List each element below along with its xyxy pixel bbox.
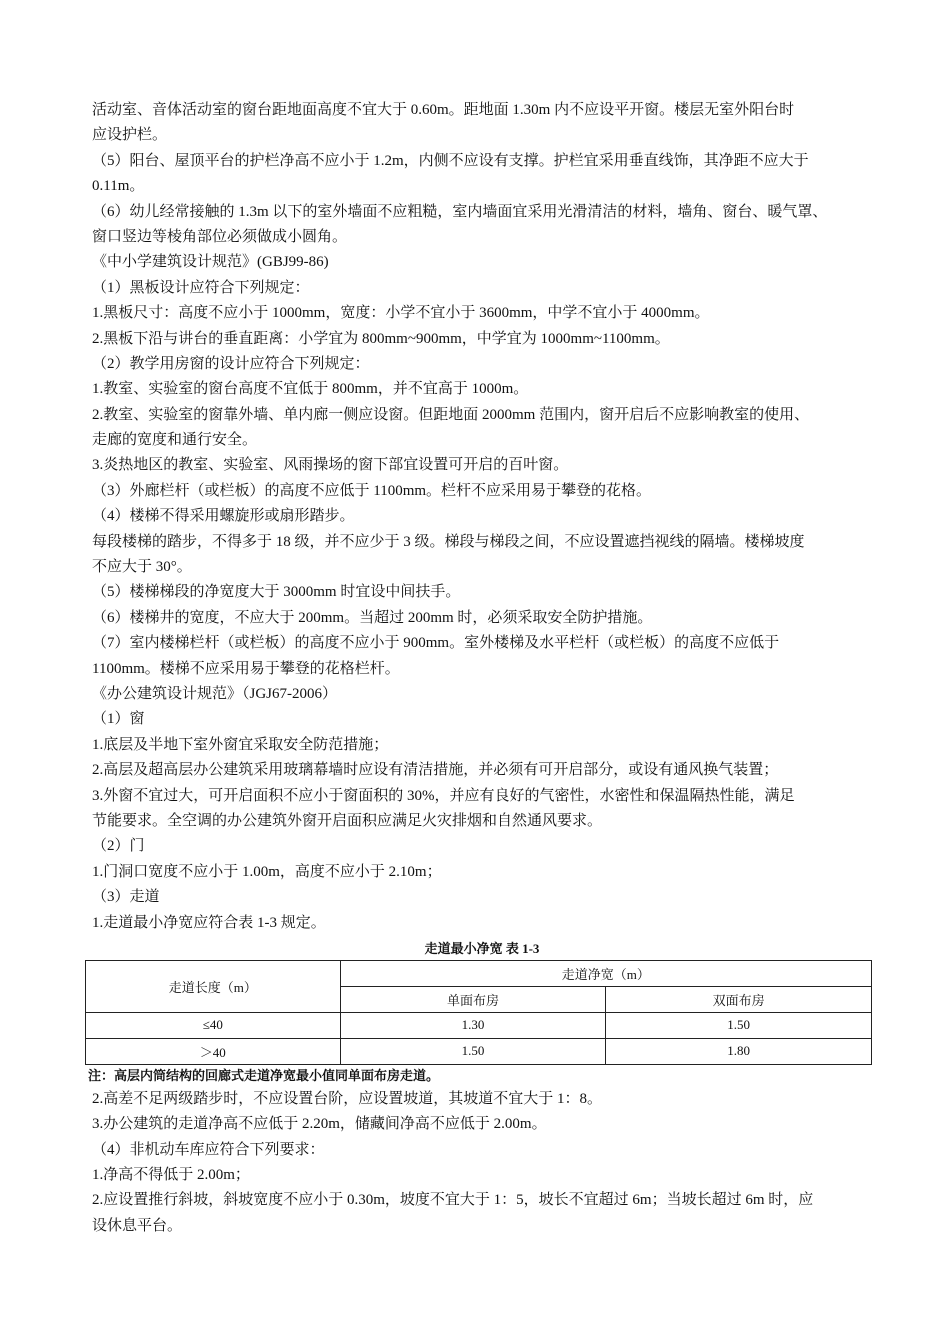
text-line: 1.教室、实验室的窗台高度不宜低于 800mm，并不宜高于 1000m。 [92, 381, 529, 398]
section-heading: 《办公建筑设计规范》（JGJ67-2006） [92, 685, 338, 702]
cell-length: ＞40 [86, 1038, 341, 1064]
text-line: 每段楼梯的踏步，不得多于 18 级，并不应少于 3 级。梯段与梯段之间，不应设置遮挡视线的隔墙。楼梯坡度 [92, 533, 805, 550]
text-line: 不应大于 30°。 [92, 559, 192, 576]
text-line: （2）教学用房窗的设计应符合下列规定： [92, 355, 370, 372]
cell-double: 1.80 [606, 1038, 872, 1064]
text-line: 设休息平台。 [92, 1217, 183, 1234]
text-line: （4）非机动车库应符合下列要求： [92, 1141, 325, 1158]
cell-single: 1.50 [340, 1038, 606, 1064]
text-line: 走廊的宽度和通行安全。 [92, 432, 258, 449]
header-corridor-length: 走道长度（m） [86, 960, 341, 1012]
text-line: 2.高层及超高层办公建筑采用玻璃幕墙时应设有清洁措施，并必须有可开启部分，或设有通风换气装置； [92, 762, 779, 779]
text-line: 应设护栏。 [92, 127, 168, 144]
text-line: 窗口竖边等棱角部位必须做成小圆角。 [92, 228, 348, 245]
text-line: 1.黑板尺寸：高度不应小于 1000mm，宽度：小学不宜小于 3600mm，中学不宜小于 4000mm。 [92, 305, 710, 322]
text-line: 2.教室、实验室的窗靠外墙、单内廊一侧应设窗。但距地面 2000mm 范围内，窗开启后不应影响教室的使用、 [92, 406, 810, 423]
header-corridor-width: 走道净宽（m） [340, 960, 871, 986]
text-block-bottom [92, 1087, 872, 1239]
text-line: （3）走道 [92, 889, 160, 906]
table-header-row [86, 960, 872, 986]
text-line: （3）外廊栏杆（或栏板）的高度不应低于 1100mm。栏杆不应采用易于攀登的花格。 [92, 482, 652, 499]
text-line: （6）楼梯井的宽度，不应大于 200mm。当超过 200mm 时，必须采取安全防护措施。 [92, 609, 653, 626]
text-line: （4）楼梯不得采用螺旋形或扇形踏步。 [92, 508, 355, 525]
header-double-side: 双面布房 [606, 986, 872, 1012]
text-line: 节能要求。全空调的办公建筑外窗开启面积应满足火灾排烟和自然通风要求。 [92, 812, 603, 829]
text-line: 2.高差不足两级踏步时，不应设置台阶，应设置坡道，其坡道不宜大于 1：8。 [92, 1090, 603, 1107]
text-line: 1.走道最小净宽应符合表 1-3 规定。 [92, 914, 326, 931]
cell-double: 1.50 [606, 1012, 872, 1038]
table-row [86, 1038, 872, 1064]
text-line: （7）室内楼梯栏杆（或栏板）的高度不应小于 900mm。室外楼梯及水平栏杆（或栏板）的高度不应低于 [92, 635, 780, 652]
text-line: 3.炎热地区的教室、实验室、风雨操场的窗下部宜设置可开启的百叶窗。 [92, 457, 569, 474]
corridor-width-table [85, 960, 872, 1065]
text-line: （6）幼儿经常接触的 1.3m 以下的室外墙面不应粗糙，室内墙面宜采用光滑清洁的材料，墙角、窗台、暖气罩、 [92, 203, 828, 220]
text-line: 3.办公建筑的走道净高不应低于 2.20m，储藏间净高不应低于 2.00m。 [92, 1116, 547, 1133]
cell-single: 1.30 [340, 1012, 606, 1038]
text-line: 1100mm。楼梯不应采用易于攀登的花格栏杆。 [92, 660, 400, 677]
header-single-side: 单面布房 [340, 986, 606, 1012]
text-line: 0.11m。 [92, 178, 145, 195]
section-heading: 《中小学建筑设计规范》(GBJ99-86) [92, 254, 329, 271]
text-line: （5）阳台、屋顶平台的护栏净高不应小于 1.2m，内侧不应设有支撑。护栏宜采用垂直线饰，其净距不应大于 [92, 152, 809, 169]
table-row [86, 1012, 872, 1038]
table-note: 注：高层内筒结构的回廊式走道净宽最小值同单面布房走道。 [88, 1067, 440, 1083]
text-line: 3.外窗不宜过大，可开启面积不应小于窗面积的 30%，并应有良好的气密性，水密性和保温隔热性能，满足 [92, 787, 795, 804]
text-line: （2）门 [92, 838, 145, 855]
text-line: 2.应设置推行斜坡，斜坡宽度不应小于 0.30m，坡度不宜大于 1：5，坡长不宜超过 6m；当坡长超过 6m 时，应 [92, 1192, 814, 1209]
text-block-top [92, 98, 872, 936]
text-line: 1.门洞口宽度不应小于 1.00m，高度不应小于 2.10m； [92, 863, 442, 880]
text-line: 1.净高不得低于 2.00m； [92, 1167, 250, 1184]
text-line: （5）楼梯梯段的净宽度大于 3000mm 时宜设中间扶手。 [92, 584, 461, 601]
text-line: 2.黑板下沿与讲台的垂直距离：小学宜为 800mm~900mm，中学宜为 1000mm~1100mm。 [92, 330, 670, 347]
text-line: 活动室、音体活动室的窗台距地面高度不宜大于 0.60m。距地面 1.30m 内不应设平开窗。楼层无室外阳台时 [92, 102, 795, 118]
table-title: 走道最小净宽 表 1-3 [424, 940, 540, 956]
text-line: （1）窗 [92, 711, 145, 728]
cell-length: ≤40 [86, 1012, 341, 1038]
document-body [88, 98, 872, 1239]
text-line: 1.底层及半地下室外窗宜采取安全防范措施； [92, 736, 389, 753]
text-line: （1）黑板设计应符合下列规定： [92, 279, 310, 296]
